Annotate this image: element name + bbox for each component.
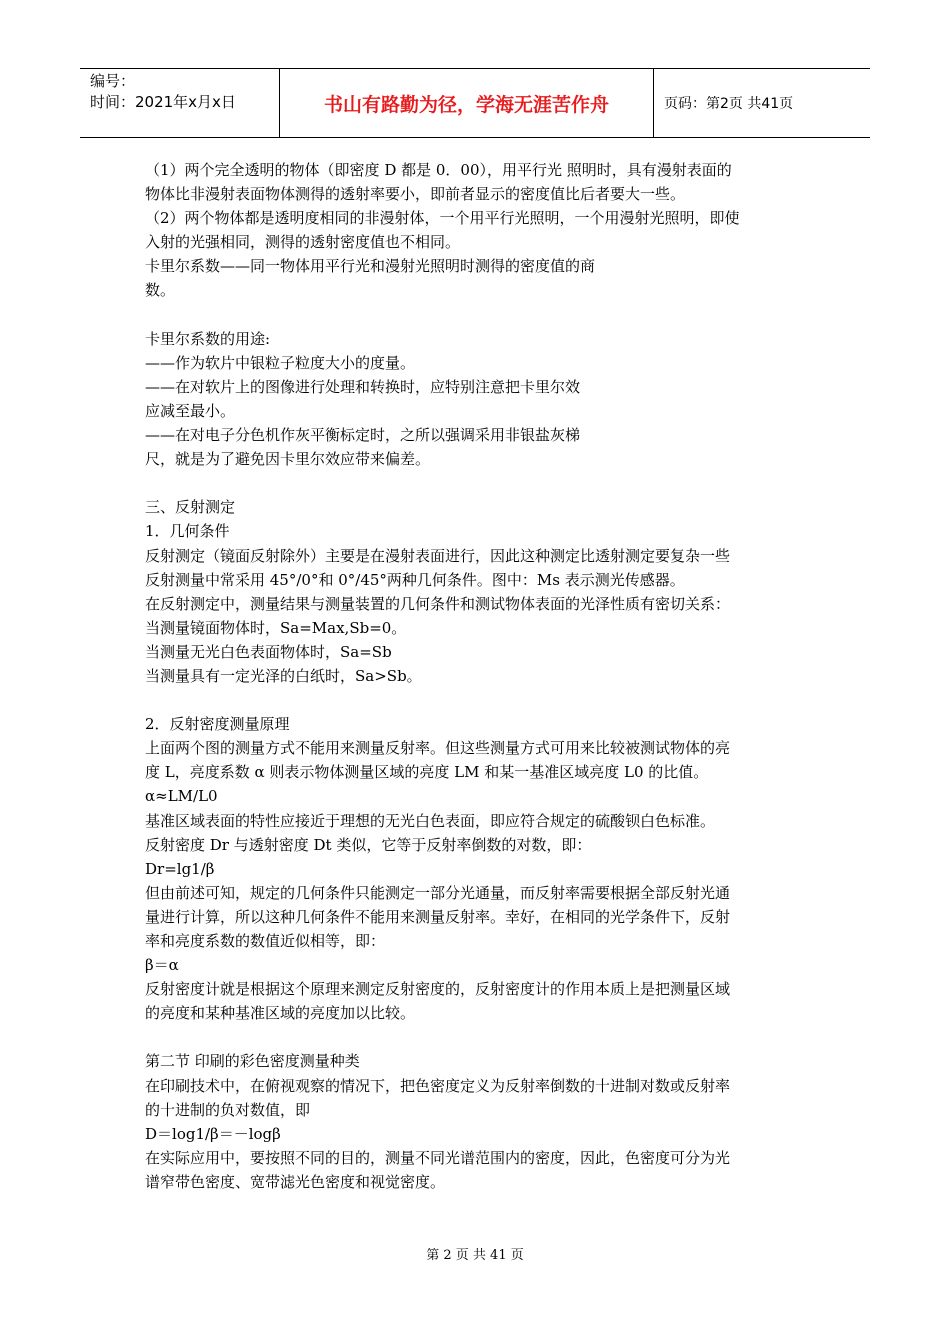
text-line: D＝log1/β＝－logβ [145, 1124, 281, 1143]
text-line: 尺，就是为了避免因卡里尔效应带来偏差。 [145, 450, 431, 469]
text-line: α≈LM/L0 [145, 787, 218, 806]
text-line: 应减至最小。 [145, 401, 236, 420]
text-line: ——在对软片上的图像进行处理和转换时，应特别注意把卡里尔效 [145, 377, 581, 396]
text-line: 谱窄带色密度、宽带滤光色密度和视觉密度。 [145, 1172, 446, 1191]
text-line: Dr=lg1/β [145, 859, 215, 878]
text-line: 第二节 印刷的彩色密度测量种类 [145, 1052, 360, 1071]
text-line: β＝α [145, 956, 179, 975]
blank-line [145, 1025, 813, 1049]
header-page-label: 页码：第2页 共41页 [664, 96, 794, 112]
text-line: ——在对电子分色机作灰平衡标定时，之所以强调采用非银盐灰梯 [145, 426, 581, 445]
date-label: 时间：2021年x月x日 [90, 93, 236, 111]
text-line: 当测量具有一定光泽的白纸时，Sa>Sb。 [145, 666, 422, 685]
header-meta [80, 69, 280, 137]
text-line: 但由前述可知，规定的几何条件只能测定一部分光通量，而反射率需要根据全部反射光通 [145, 883, 731, 902]
text-line: 度 L，亮度系数 α 则表示物体测量区域的亮度 LM 和某一基准区域亮度 L0 的比值。 [145, 763, 709, 782]
text-line: 2．反射密度测量原理 [145, 715, 290, 734]
text-line: （1）两个完全透明的物体（即密度 D 都是 0．00），用平行光 照明时，具有漫射表面的 [145, 161, 732, 179]
text-line: 反射测量中常采用 45°/0°和 0°/45°两种几何条件。图中：Ms 表示测光传感器。 [145, 570, 685, 589]
text-line: 反射密度 Dr 与透射密度 Dt 类似，它等于反射率倒数的对数，即： [145, 835, 592, 854]
text-line: 基准区域表面的特性应接近于理想的无光白色表面，即应符合规定的硫酸钡白色标准。 [145, 811, 716, 830]
number-label: 编号： [90, 72, 136, 90]
text-line: 卡里尔系数——同一物体用平行光和漫射光照明时测得的密度值的商 [145, 257, 596, 276]
text-line: 上面两个图的测量方式不能用来测量反射率。但这些测量方式可用来比较被测试物体的亮 [145, 739, 731, 758]
document-body [145, 158, 813, 1194]
text-line: 反射密度计就是根据这个原理来测定反射密度的，反射密度计的作用本质上是把测量区域 [145, 980, 731, 999]
text-line: 在反射测定中，测量结果与测量装置的几何条件和测试物体表面的光泽性质有密切关系： [145, 594, 731, 613]
text-line: 当测量镜面物体时，Sa=Max,Sb=0。 [145, 618, 407, 637]
blank-line [145, 688, 813, 712]
text-line: 在印刷技术中，在俯视观察的情况下，把色密度定义为反射率倒数的十进制对数或反射率 [145, 1076, 731, 1095]
text-line: 三、反射测定 [145, 498, 236, 517]
text-line: 当测量无光白色表面物体时，Sa=Sb [145, 642, 392, 661]
text-line: 物体比非漫射表面物体测得的透射率要小，即前者显示的密度值比后者要大一些。 [145, 185, 686, 204]
text-line: 反射测定（镜面反射除外）主要是在漫射表面进行，因此这种测定比透射测定要复杂一些 [145, 546, 731, 565]
text-line: 的亮度和某种基准区域的亮度加以比较。 [145, 1004, 416, 1023]
text-line: 在实际应用中，要按照不同的目的，测量不同光谱范围内的密度，因此，色密度可分为光 [145, 1148, 731, 1167]
blank-line [145, 303, 813, 327]
blank-line [145, 471, 813, 495]
text-line: ——作为软片中银粒子粒度大小的度量。 [145, 353, 416, 372]
page-footer: 第 2 页 共 41 页 [426, 1248, 524, 1263]
text-line: 1．几何条件 [145, 522, 230, 541]
header-motto: 书山有路勤为径，学海无涯苦作舟 [280, 69, 654, 137]
text-line: 数。 [145, 281, 176, 300]
text-line: 入射的光强相同，测得的透射密度值也不相同。 [145, 233, 461, 252]
text-line: 率和亮度系数的数值近似相等，即： [145, 932, 386, 950]
page-header [80, 68, 870, 138]
text-line: 的十进制的负对数值，即 [145, 1100, 311, 1119]
text-line: 量进行计算，所以这种几何条件不能用来测量反射率。幸好，在相同的光学条件下，反射 [145, 907, 731, 926]
text-line: （2）两个物体都是透明度相同的非漫射体，一个用平行光照明，一个用漫射光照明，即使 [145, 209, 740, 228]
text-line: 卡里尔系数的用途: [145, 329, 271, 348]
